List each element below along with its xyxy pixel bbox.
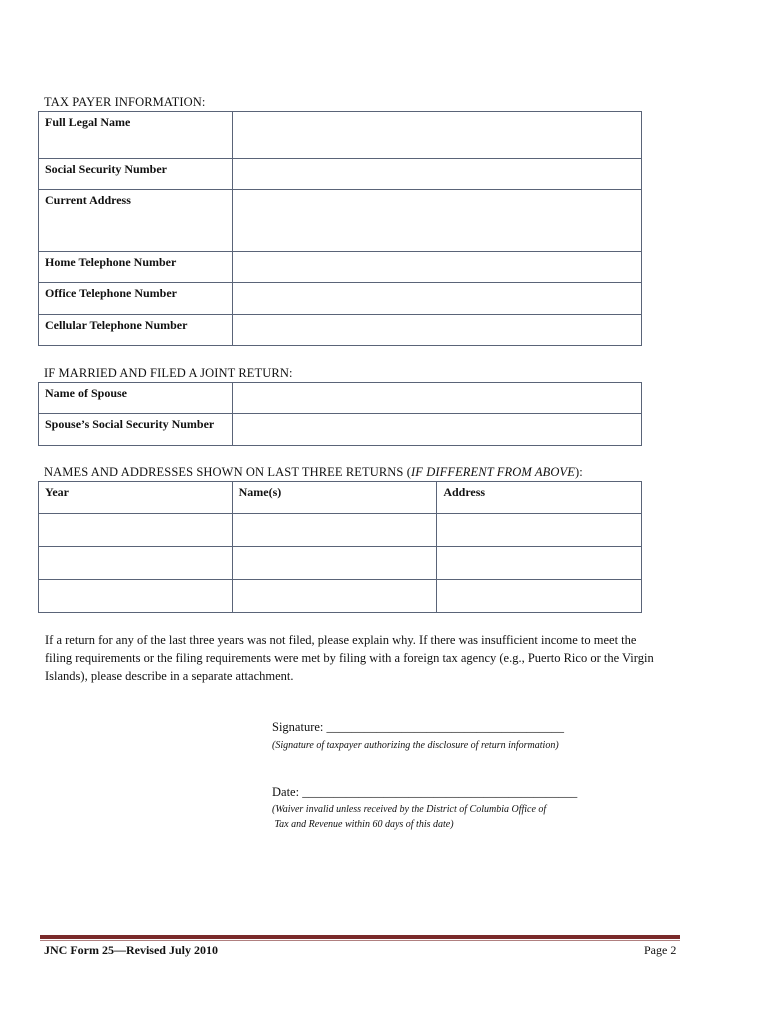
cell-address-3[interactable] <box>437 580 642 613</box>
field-office-phone[interactable] <box>232 283 641 315</box>
footer-page-number: Page 2 <box>644 943 677 957</box>
col-year: Year <box>39 482 233 514</box>
footer-rule <box>40 935 680 939</box>
label-office-phone: Office Telephone Number <box>39 283 233 315</box>
label-cell-phone: Cellular Telephone Number <box>39 315 233 346</box>
field-cell-phone[interactable] <box>232 315 641 346</box>
spouse-table <box>38 382 642 446</box>
table-row <box>39 580 642 613</box>
explanation-paragraph: If a return for any of the last three years was not filed, please explain why. If there was insufficient income to meet the filing requirements or the filing requirements were met by filing with a foreign tax agency (e.g., Puerto Rico or the Virgin Islands), please describe in a separate attachment. <box>45 633 654 683</box>
field-current-address[interactable] <box>232 190 641 252</box>
label-spouse-ssn: Spouse’s Social Security Number <box>39 414 233 446</box>
spouse-heading: IF MARRIED AND FILED A JOINT RETURN: <box>44 366 293 380</box>
signature-note: (Signature of taxpayer authorizing the disclosure of return information) <box>272 740 559 751</box>
field-ssn[interactable] <box>232 159 641 190</box>
field-full-legal-name[interactable] <box>232 112 641 159</box>
cell-names-1[interactable] <box>232 514 437 547</box>
cell-address-2[interactable] <box>437 547 642 580</box>
col-names: Name(s) <box>232 482 437 514</box>
label-current-address: Current Address <box>39 190 233 252</box>
date-note-1: (Waiver invalid unless received by the District of Columbia Office of <box>272 804 547 815</box>
label-ssn: Social Security Number <box>39 159 233 190</box>
returns-heading-italic: IF DIFFERENT FROM ABOVE <box>410 465 575 479</box>
footer-form-id: JNC Form 25—Revised July 2010 <box>44 943 218 957</box>
returns-heading-suffix: ): <box>574 465 583 479</box>
date-line[interactable]: Date: ____________________________________________ <box>272 785 578 799</box>
taxpayer-heading: TAX PAYER INFORMATION: <box>44 95 206 109</box>
returns-table <box>38 481 642 613</box>
field-spouse-name[interactable] <box>232 383 641 414</box>
taxpayer-table <box>38 111 642 346</box>
col-address: Address <box>437 482 642 514</box>
cell-year-1[interactable] <box>39 514 233 547</box>
cell-year-3[interactable] <box>39 580 233 613</box>
label-full-legal-name: Full Legal Name <box>39 112 233 159</box>
returns-heading <box>44 465 583 480</box>
date-note-2: Tax and Revenue within 60 days of this date) <box>272 819 454 830</box>
footer-rule-thin <box>40 940 680 941</box>
label-spouse-name: Name of Spouse <box>39 383 233 414</box>
cell-year-2[interactable] <box>39 547 233 580</box>
cell-address-1[interactable] <box>437 514 642 547</box>
table-row <box>39 547 642 580</box>
field-spouse-ssn[interactable] <box>232 414 641 446</box>
field-home-phone[interactable] <box>232 252 641 283</box>
table-row <box>39 514 642 547</box>
label-home-phone: Home Telephone Number <box>39 252 233 283</box>
cell-names-2[interactable] <box>232 547 437 580</box>
signature-line[interactable]: Signature: ______________________________________ <box>272 720 565 734</box>
returns-heading-prefix: NAMES AND ADDRESSES SHOWN ON LAST THREE RETURNS ( <box>44 465 411 479</box>
cell-names-3[interactable] <box>232 580 437 613</box>
